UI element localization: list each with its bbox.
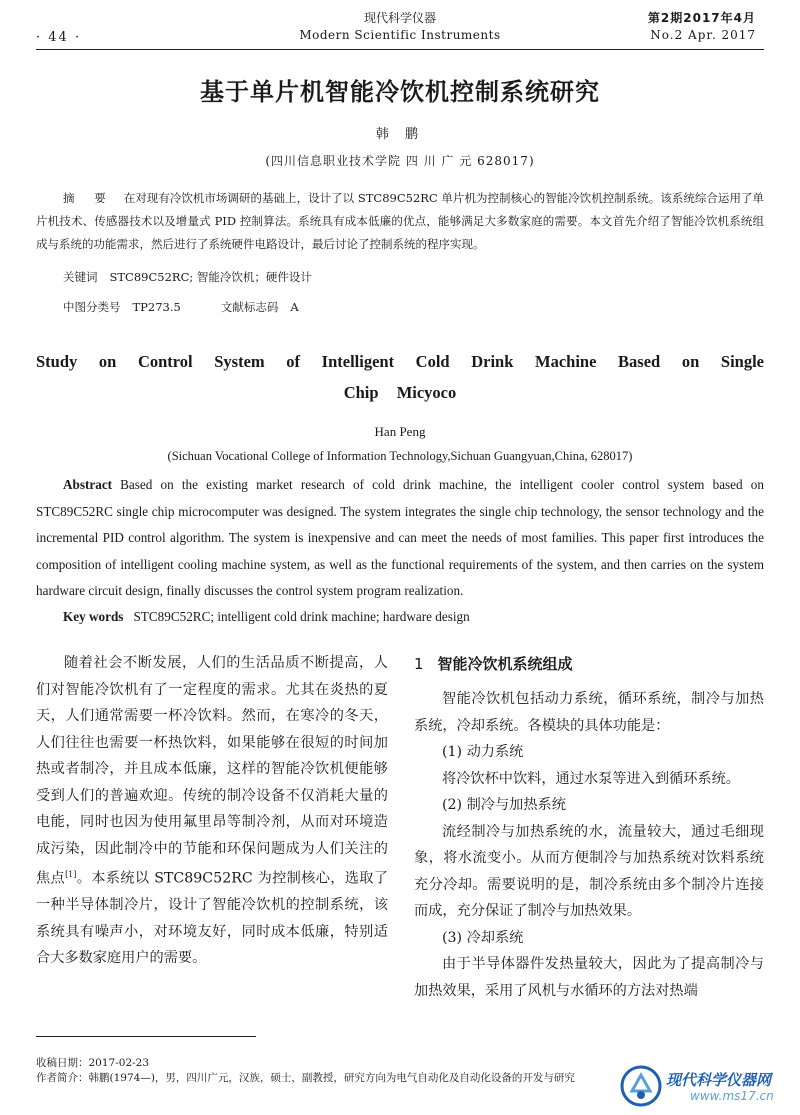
section-heading (414, 650, 764, 678)
intro-paragraph (36, 650, 388, 972)
keywords-cn (63, 266, 312, 288)
doc-code-value: A (290, 300, 299, 314)
subsection-text-3: 由于半导体器件发热量较大，因此为了提高制冷与加热效果，采用了风机与水循环的方法对热端 (414, 956, 764, 999)
subsection-title-3: (3) 冷却系统 (442, 929, 524, 946)
abstract-en-label: Abstract (63, 477, 113, 492)
doc-code-label: 文献标志码 (220, 300, 279, 314)
page-number: · 44 · (36, 30, 82, 45)
abstract-en (36, 472, 764, 605)
issue-info (648, 10, 756, 44)
watermark-url: www.ms17.cn (690, 1089, 774, 1103)
subsection-title-2: (2) 制冷与加热系统 (442, 797, 566, 813)
watermark-name: 现代科学仪器网 (666, 1071, 772, 1089)
body-column-right (414, 650, 764, 1004)
title-cn: 基于单片机智能冷饮机控制系统研究 (200, 78, 600, 106)
section-number: 1 (414, 655, 424, 673)
section-intro: 智能冷饮机包括动力系统，循环系统，制冷与加热系统，冷却系统。各模块的具体功能是： (414, 691, 764, 734)
journal-name (250, 10, 550, 44)
keywords-en (63, 606, 470, 628)
affiliation-cn: (四川信息职业技术学院 四 川 广 元 628017) (265, 154, 535, 168)
citation-ref: [1] (65, 870, 77, 879)
keywords-en-text: STC89C52RC; intelligent cold drink machine; hardware design (133, 609, 470, 624)
footnote-received: 收稿日期：2017-02-23 (36, 1057, 150, 1069)
footnote-rule (36, 1036, 256, 1037)
issue-cn: 第2期2017年4月 (647, 11, 756, 25)
keywords-cn-label: 关键词 (63, 270, 98, 284)
keywords-cn-text: STC89C52RC; 智能冷饮机；硬件设计 (109, 270, 312, 284)
site-logo-icon (620, 1065, 662, 1107)
journal-name-cn: 现代科学仪器 (363, 11, 436, 25)
footnote-author-bio: 作者简介：韩鹏(1974—)，男，四川广元，汉族，硕士，副教授，研究方向为电气自动化及自动化设备的开发与研究 (36, 1072, 575, 1084)
header-rule (36, 49, 764, 50)
classification-cn (63, 296, 299, 318)
subsection-title-1: (1) 动力系统 (442, 744, 524, 760)
watermark (620, 1065, 790, 1107)
keywords-en-label: Key words (63, 609, 124, 624)
author-cn: 韩 鹏 (375, 127, 425, 142)
body-column-left (36, 650, 388, 972)
intro-text-2: 。本系统以 STC89C52RC 为控制核心，选取了一种半导体制冷片，设计了智能冷饮机的控制系统，该系统具有噪声小，对环境友好，同时成本低廉，特别适合大多数家庭用户的需要。 (36, 870, 388, 967)
journal-name-en: Modern Scientific Instruments (299, 28, 501, 42)
clc-label: 中图分类号 (63, 300, 121, 314)
issue-en: No.2 Apr. 2017 (650, 28, 756, 42)
affiliation-en: (Sichuan Vocational College of Information Technology,Sichuan Guangyuan,China, 628017) (167, 449, 633, 463)
section-title: 智能冷饮机系统组成 (437, 655, 573, 673)
title-en: Study on Control System of Intelligent Cold Drink Machine Based on Single Chip Micyoco (36, 352, 764, 402)
abstract-en-text: Based on the existing market research of cold drink machine, the intelligent cooler control system based on STC89C52RC single chip microcomputer was designed. The system integrates the single chip technology, the sensor technology and the incremental PID control algorithm. The system is inexpensive and can meet the needs of most families. This paper first introduces the composition of intelligent cooling machine system, as well as the functional requirements of the system, and then carries on the system hardware circuit design, finally discusses the control system program realization. (36, 477, 764, 598)
abstract-cn-text: 在对现有冷饮机市场调研的基础上，设计了以 STC89C52RC 单片机为控制核心的智能冷饮机控制系统。该系统综合运用了单片机技术、传感器技术以及增量式 PID 控制算法。系统具有成本低廉的优点，能够满足大多数家庭的需要。本文首先介绍了智能冷饮机系统组成与系统的功能需求，然后进行了系统硬件电路设计，最后讨论了控制系统的程序实现。 (36, 191, 765, 251)
abstract-cn (36, 187, 764, 256)
clc-value: TP273.5 (132, 300, 181, 314)
page-header (0, 8, 800, 50)
subsection-text-2: 流经制冷与加热系统的水，流量较大，通过毛细现象，将水流变小。从而方便制冷与加热系统对饮料系统充分冷却。需要说明的是，制冷系统由多个制冷片连接而成，充分保证了制冷与加热效果。 (414, 823, 764, 919)
subsection-text-1: 将冷饮杯中饮料，通过水泵等进入到循环系统。 (442, 770, 740, 787)
intro-text-1: 随着社会不断发展，人们的生活品质不断提高，人们对智能冷饮机有了一定程度的需求。尤其在炎热的夏天，人们通常需要一杯冷饮料。然而，在寒冷的冬天，人们往往也需要一杯热饮料，如果能够在很短的时间加热或者制冷，并且成本低廉，这样的智能冷饮机便能够受到人们的普遍欢迎。传统的制冷设备不仅消耗大量的电能，同时也因为使用氟里昂等制冷剂，从而对环境造成污染，因此制冷中的节能和环保问题成为人们关注的焦点 (36, 655, 388, 887)
abstract-cn-label: 摘 要 (63, 191, 114, 205)
author-en: Han Peng (374, 424, 426, 439)
